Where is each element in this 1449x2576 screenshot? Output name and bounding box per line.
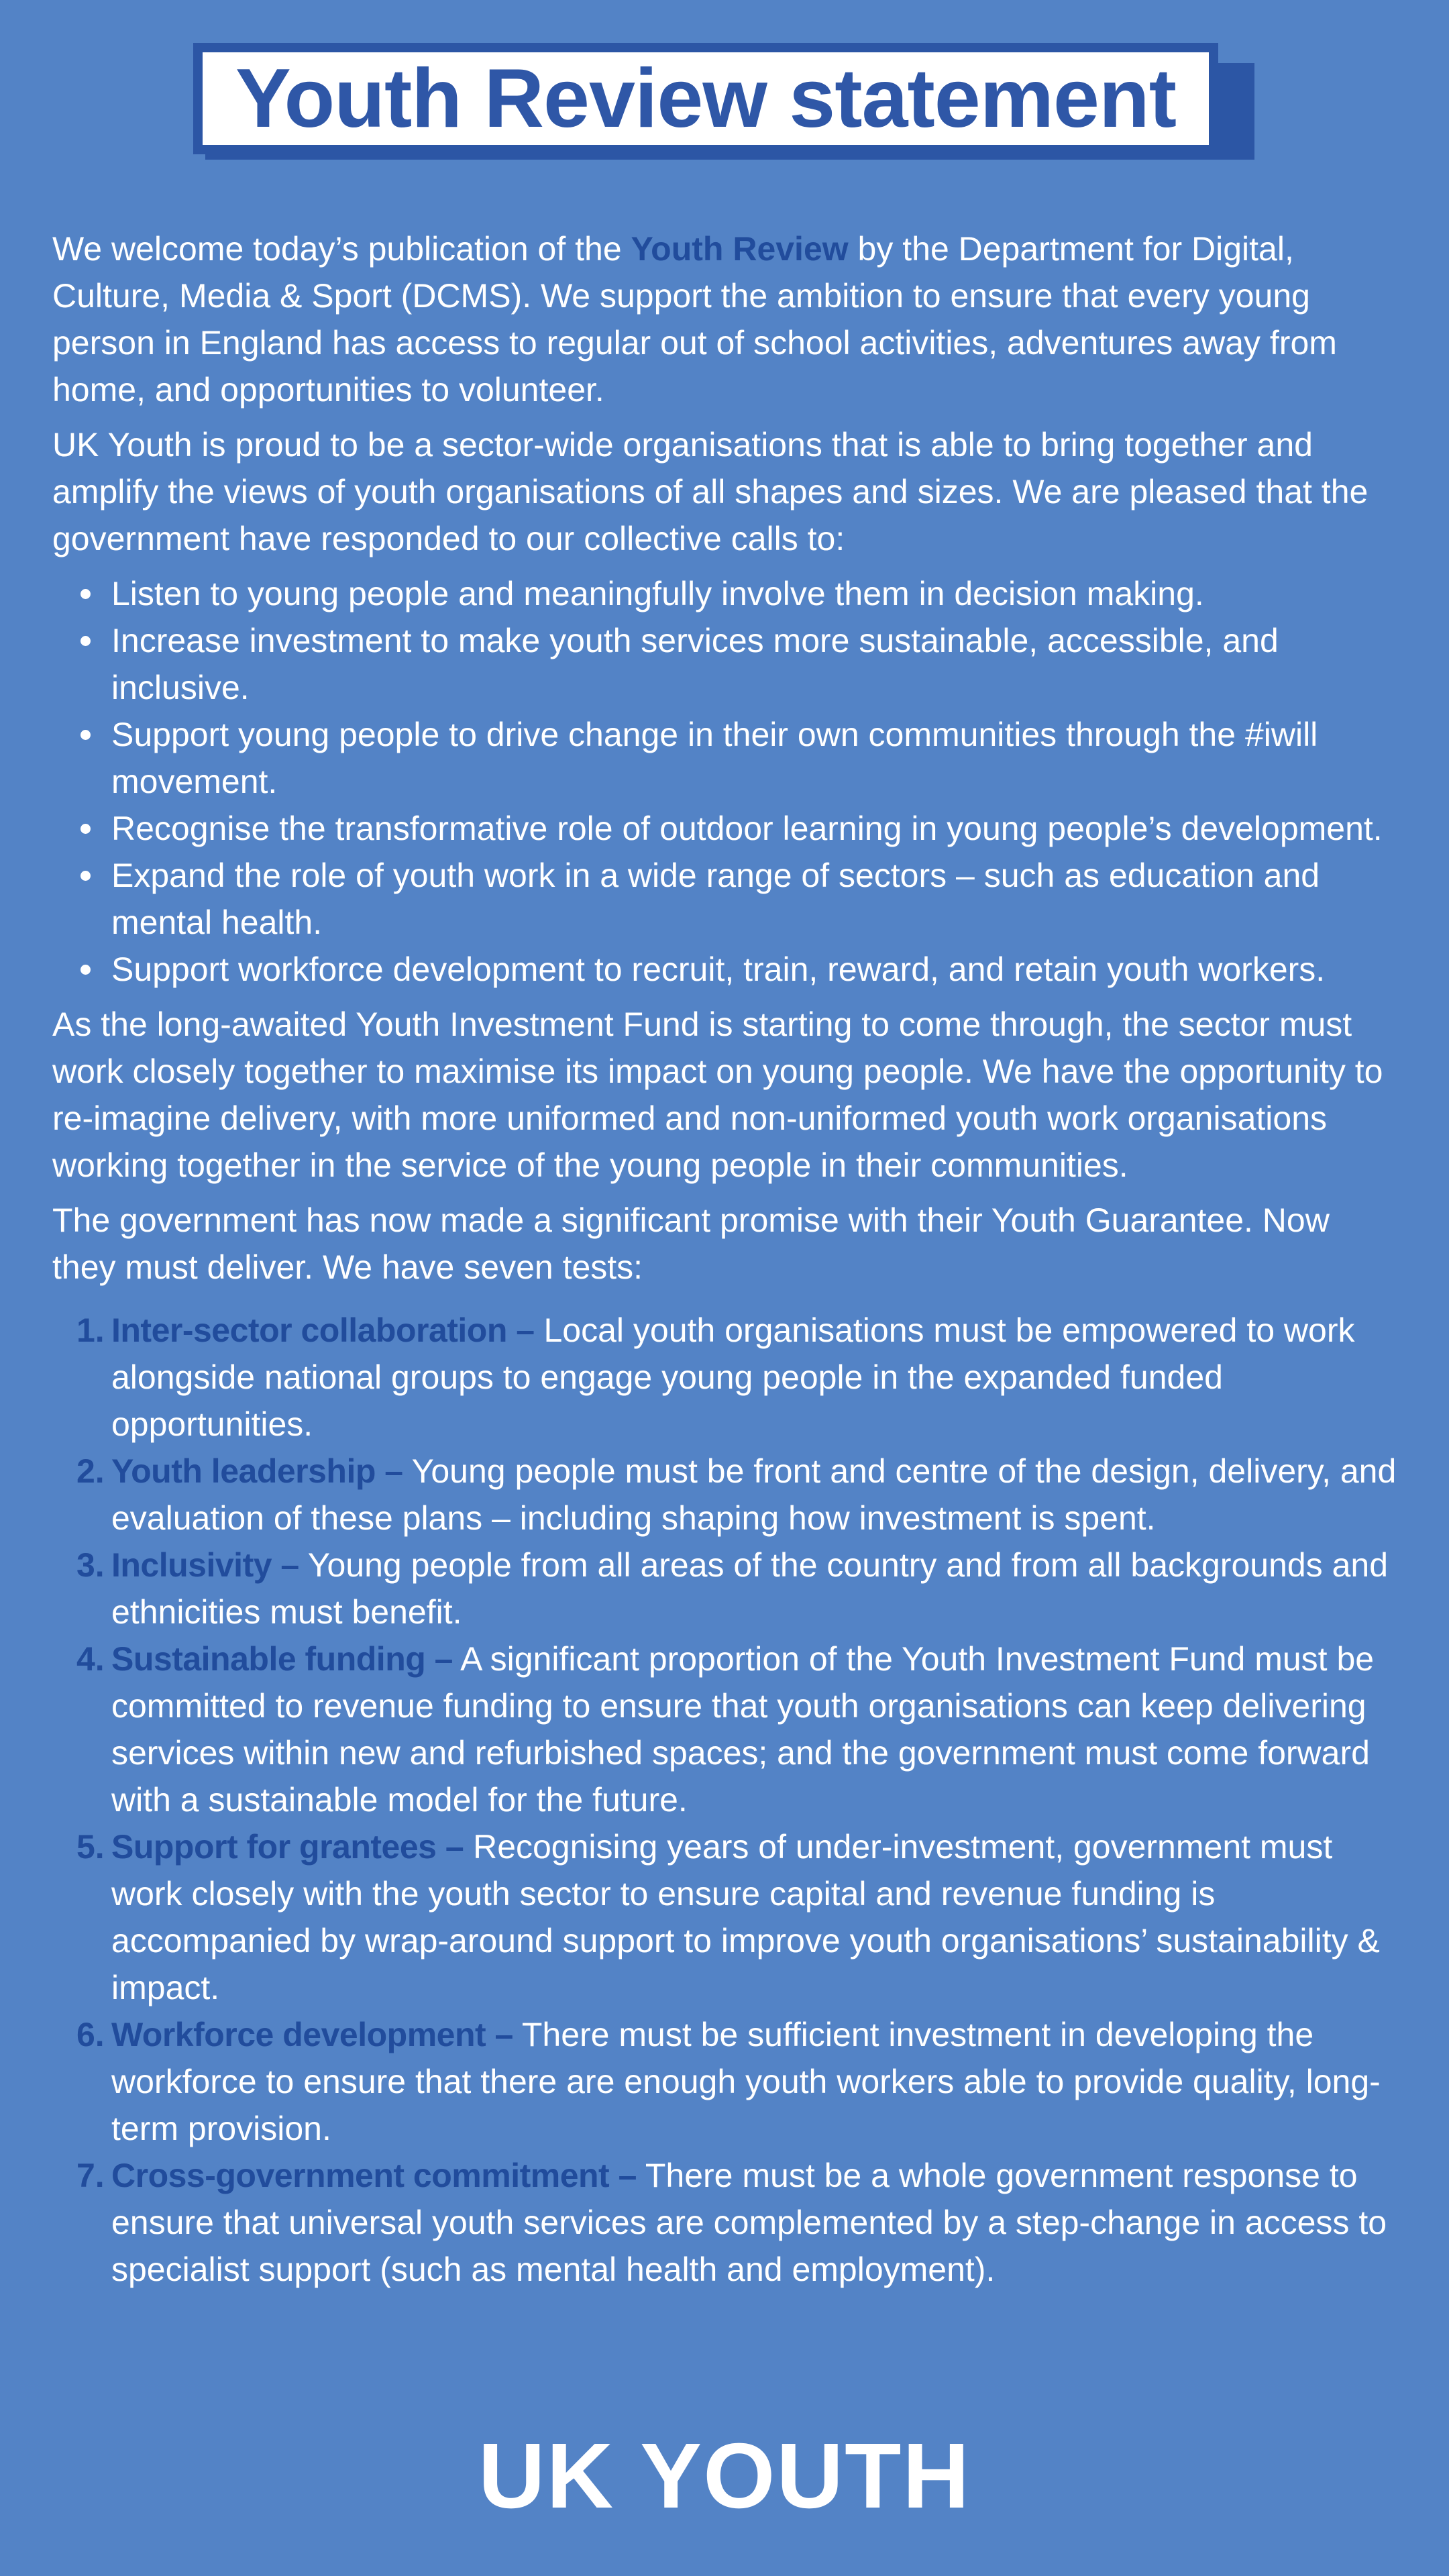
test-heading: Cross-government commitment – bbox=[111, 2157, 637, 2194]
call-text: Listen to young people and meaningfully involve them in decision making. bbox=[111, 575, 1204, 612]
title-panel bbox=[203, 52, 1209, 145]
investment-fund-paragraph: As the long-awaited Youth Investment Fund is starting to come through, the sector must work closely together to maximise its impact on young people. We have the opportunity to re-imagine delivery, with more uniformed and non-uniformed youth work organisations working together in the service of the young people in their communities. bbox=[52, 1006, 1383, 1184]
bullet-icon bbox=[80, 589, 91, 599]
call-text: Support young people to drive change in their own communities through the #iwill movement. bbox=[111, 716, 1318, 800]
test-heading: Youth leadership – bbox=[111, 1452, 403, 1490]
bullet-icon bbox=[80, 730, 91, 740]
intro-text-before: We welcome today’s publication of the bbox=[52, 230, 631, 268]
test-item bbox=[76, 2152, 1401, 2293]
test-text: There must be a whole government response to ensure that universal youth services are complemented by a step-change in access to specialist support (such as mental health and employment). bbox=[111, 2157, 1387, 2288]
test-item bbox=[76, 1635, 1401, 1823]
bullet-icon bbox=[80, 636, 91, 646]
test-number: 4. bbox=[76, 1640, 105, 1678]
list-item bbox=[111, 946, 1401, 993]
list-item bbox=[111, 805, 1401, 852]
bullet-icon bbox=[80, 965, 91, 975]
test-item bbox=[76, 1307, 1401, 1448]
test-text: Local youth organisations must be empowered to work alongside national groups to engage young people in the expanded funded opportunities. bbox=[111, 1311, 1355, 1443]
list-item bbox=[111, 617, 1401, 711]
list-item bbox=[111, 711, 1401, 805]
title-frame bbox=[193, 43, 1218, 154]
test-item bbox=[76, 1448, 1401, 1542]
test-heading: Sustainable funding – bbox=[111, 1640, 453, 1678]
statement-body bbox=[52, 225, 1401, 2293]
list-item bbox=[111, 852, 1401, 946]
call-text: Increase investment to make youth services more sustainable, accessible, and inclusive. bbox=[111, 622, 1279, 706]
seven-tests-list bbox=[52, 1307, 1401, 2293]
test-text: A significant proportion of the Youth Investment Fund must be committed to revenue funding to ensure that youth organisations can keep delivering services within new and refurbished spaces; and the government must come forward with a sustainable model for the future. bbox=[111, 1640, 1375, 1819]
bullet-icon bbox=[80, 824, 91, 834]
test-number: 6. bbox=[76, 2016, 105, 2053]
test-item bbox=[76, 1823, 1401, 2011]
test-number: 3. bbox=[76, 1546, 105, 1584]
test-heading: Workforce development – bbox=[111, 2016, 513, 2053]
test-number: 5. bbox=[76, 1828, 105, 1866]
test-text: Young people from all areas of the country and from all backgrounds and ethnicities must benefit. bbox=[111, 1546, 1389, 1631]
call-text: Expand the role of youth work in a wide range of sectors – such as education and mental health. bbox=[111, 857, 1320, 941]
bullet-icon bbox=[80, 871, 91, 881]
youth-guarantee-paragraph: The government has now made a significant promise with their Youth Guarantee. Now they must deliver. We have seven tests: bbox=[52, 1201, 1330, 1286]
page-title: Youth Review statement bbox=[235, 52, 1176, 145]
youth-review-link[interactable]: Youth Review bbox=[631, 230, 849, 268]
test-item bbox=[76, 2011, 1401, 2152]
calls-list bbox=[52, 570, 1401, 993]
call-text: Support workforce development to recruit, train, reward, and retain youth workers. bbox=[111, 951, 1326, 988]
test-text: Young people must be front and centre of the design, delivery, and evaluation of these plans – including shaping how investment is spent. bbox=[111, 1452, 1397, 1537]
test-text: Recognising years of under-investment, government must work closely with the youth sector to ensure capital and revenue funding is accompanied by wrap-around support to improve youth organisations’ sustainability & impact. bbox=[111, 1828, 1380, 2006]
collective-calls-paragraph: UK Youth is proud to be a sector-wide organisations that is able to bring together and amplify the views of youth organisations of all shapes and sizes. We are pleased that the government have responded to our collective calls to: bbox=[52, 426, 1368, 557]
test-heading: Inclusivity – bbox=[111, 1546, 299, 1584]
list-item bbox=[111, 570, 1401, 617]
test-number: 7. bbox=[76, 2157, 105, 2194]
intro-text-after: by the Department for Digital, Culture, Media & Sport (DCMS). We support the ambition to ensure that every young person in England has access to regular out of school activities, adventures away from home, and opportunities to volunteer. bbox=[52, 230, 1337, 409]
test-item bbox=[76, 1542, 1401, 1635]
test-number: 1. bbox=[76, 1311, 105, 1349]
uk-youth-logo: UK YOUTH bbox=[478, 2424, 971, 2528]
intro-paragraph bbox=[52, 225, 1401, 413]
test-heading: Support for grantees – bbox=[111, 1828, 464, 1866]
test-text: There must be sufficient investment in developing the workforce to ensure that there are enough youth workers able to provide quality, long-term provision. bbox=[111, 2016, 1381, 2147]
call-text: Recognise the transformative role of outdoor learning in young people’s development. bbox=[111, 810, 1383, 847]
test-heading: Inter-sector collaboration – bbox=[111, 1311, 535, 1349]
title-banner bbox=[193, 43, 1254, 160]
test-number: 2. bbox=[76, 1452, 105, 1490]
